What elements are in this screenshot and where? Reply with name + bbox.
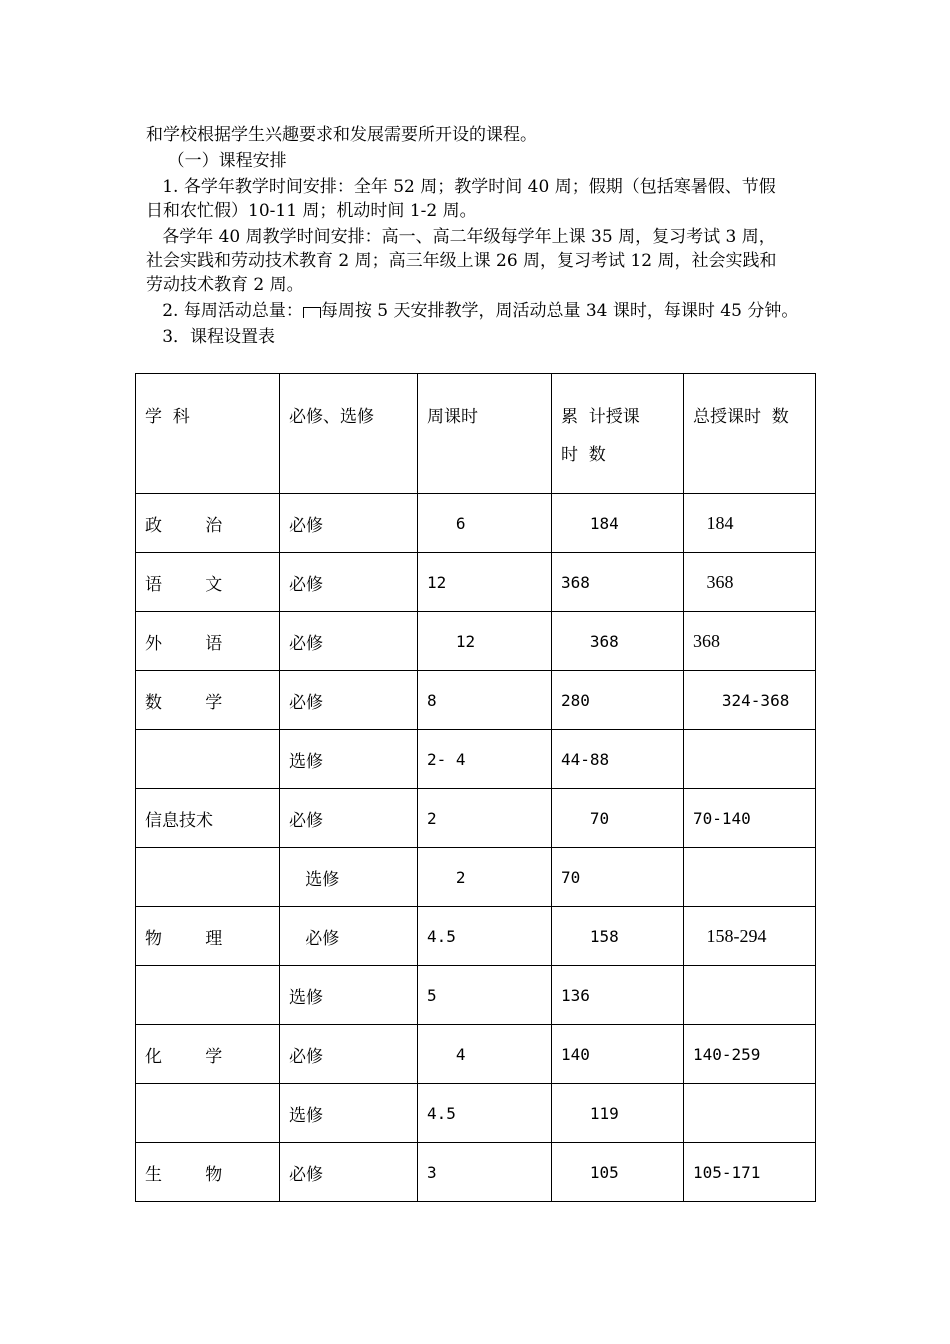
cell-type: 必修 <box>280 671 418 730</box>
table-row <box>136 1025 816 1084</box>
cell-total-hours: 324-368 <box>684 671 816 730</box>
cell-total-hours: 184 <box>684 494 816 553</box>
table-row <box>136 553 816 612</box>
header-weekly-hours: 周课时 <box>418 374 552 494</box>
cell-cumulative-hours: 119 <box>552 1084 684 1143</box>
cell-total-hours <box>684 966 816 1025</box>
cell-total-hours: 368 <box>684 612 816 671</box>
cell-cumulative-hours: 368 <box>552 553 684 612</box>
cell-subject: 生 物 <box>136 1143 280 1202</box>
cell-cumulative-hours: 136 <box>552 966 684 1025</box>
paragraph-2-line-1: 1. 各学年教学时间安排：全年 52 周；教学时间 40 周；假期（包括寒暑假、节假 <box>146 177 776 197</box>
header-subject: 学 科 <box>136 374 280 494</box>
cell-type: 必修 <box>280 907 418 966</box>
edit-mark-icon <box>303 307 321 318</box>
cell-type: 选修 <box>280 730 418 789</box>
cell-subject: 数 学 <box>136 671 280 730</box>
cell-type: 选修 <box>280 848 418 907</box>
table-row <box>136 1143 816 1202</box>
table-row <box>136 848 816 907</box>
section-heading: （一）课程安排 <box>146 151 287 171</box>
cell-total-hours <box>684 730 816 789</box>
cell-subject <box>136 730 280 789</box>
cell-type: 必修 <box>280 494 418 553</box>
cell-cumulative-hours: 70 <box>552 848 684 907</box>
cell-type: 必修 <box>280 789 418 848</box>
cell-subject: 政 治 <box>136 494 280 553</box>
cell-weekly-hours: 3 <box>418 1143 552 1202</box>
cell-cumulative-hours: 368 <box>552 612 684 671</box>
header-total-hours: 总授课时 数 <box>684 374 816 494</box>
cell-type: 必修 <box>280 1025 418 1084</box>
cell-weekly-hours: 6 <box>418 494 552 553</box>
cell-total-hours: 70-140 <box>684 789 816 848</box>
cell-type: 必修 <box>280 553 418 612</box>
paragraph-4 <box>146 300 826 322</box>
cell-subject: 信息技术 <box>136 789 280 848</box>
cell-weekly-hours: 2- 4 <box>418 730 552 789</box>
paragraph-3-line-2: 社会实践和劳动技术教育 2 周；高三年级上课 26 周，复习考试 12 周，社会实践和 <box>146 251 777 271</box>
course-table <box>135 373 816 1202</box>
cell-cumulative-hours: 184 <box>552 494 684 553</box>
cell-type: 必修 <box>280 612 418 671</box>
cell-weekly-hours: 4.5 <box>418 1084 552 1143</box>
course-table-body <box>136 374 816 1202</box>
paragraph-1: 和学校根据学生兴趣要求和发展需要所开设的课程。 <box>146 125 537 145</box>
cell-cumulative-hours: 140 <box>552 1025 684 1084</box>
table-row <box>136 966 816 1025</box>
table-row <box>136 612 816 671</box>
paragraph-2-line-2: 日和农忙假）10-11 周；机动时间 1-2 周。 <box>146 201 477 221</box>
table-caption: 3．课程设置表 <box>146 327 276 347</box>
cell-weekly-hours: 2 <box>418 789 552 848</box>
cell-cumulative-hours: 280 <box>552 671 684 730</box>
cell-weekly-hours: 12 <box>418 553 552 612</box>
table-row <box>136 907 816 966</box>
cell-subject <box>136 1084 280 1143</box>
table-row <box>136 730 816 789</box>
cell-subject: 语 文 <box>136 553 280 612</box>
cell-weekly-hours: 5 <box>418 966 552 1025</box>
cell-type: 选修 <box>280 1084 418 1143</box>
cell-total-hours <box>684 1084 816 1143</box>
paragraph-3-line-3: 劳动技术教育 2 周。 <box>146 275 304 295</box>
cell-weekly-hours: 4.5 <box>418 907 552 966</box>
cell-weekly-hours: 12 <box>418 612 552 671</box>
table-row <box>136 494 816 553</box>
cell-total-hours: 158-294 <box>684 907 816 966</box>
cell-subject: 物 理 <box>136 907 280 966</box>
cell-subject <box>136 966 280 1025</box>
cell-total-hours: 105-171 <box>684 1143 816 1202</box>
header-cumulative-hours: 累 计授课 时 数 <box>552 374 684 494</box>
cell-weekly-hours: 8 <box>418 671 552 730</box>
table-row <box>136 671 816 730</box>
table-row <box>136 789 816 848</box>
paragraph-4-lead: 2. 每周活动总量： <box>146 301 303 321</box>
cell-subject <box>136 848 280 907</box>
cell-total-hours: 140-259 <box>684 1025 816 1084</box>
cell-type: 选修 <box>280 966 418 1025</box>
cell-subject: 外 语 <box>136 612 280 671</box>
cell-weekly-hours: 2 <box>418 848 552 907</box>
cell-total-hours: 368 <box>684 553 816 612</box>
table-header-row <box>136 374 816 494</box>
cell-cumulative-hours: 158 <box>552 907 684 966</box>
cell-cumulative-hours: 70 <box>552 789 684 848</box>
table-row <box>136 1084 816 1143</box>
header-type: 必修、选修 <box>280 374 418 494</box>
cell-weekly-hours: 4 <box>418 1025 552 1084</box>
cell-total-hours <box>684 848 816 907</box>
paragraph-3-line-1: 各学年 40 周教学时间安排：高一、高二年级每学年上课 35 周，复习考试 3 周， <box>146 227 776 247</box>
paragraph-4-body: 每周按 5 天安排教学，周活动总量 34 课时，每课时 45 分钟。 <box>320 301 799 321</box>
cell-cumulative-hours: 105 <box>552 1143 684 1202</box>
cell-cumulative-hours: 44-88 <box>552 730 684 789</box>
cell-type: 必修 <box>280 1143 418 1202</box>
cell-subject: 化 学 <box>136 1025 280 1084</box>
